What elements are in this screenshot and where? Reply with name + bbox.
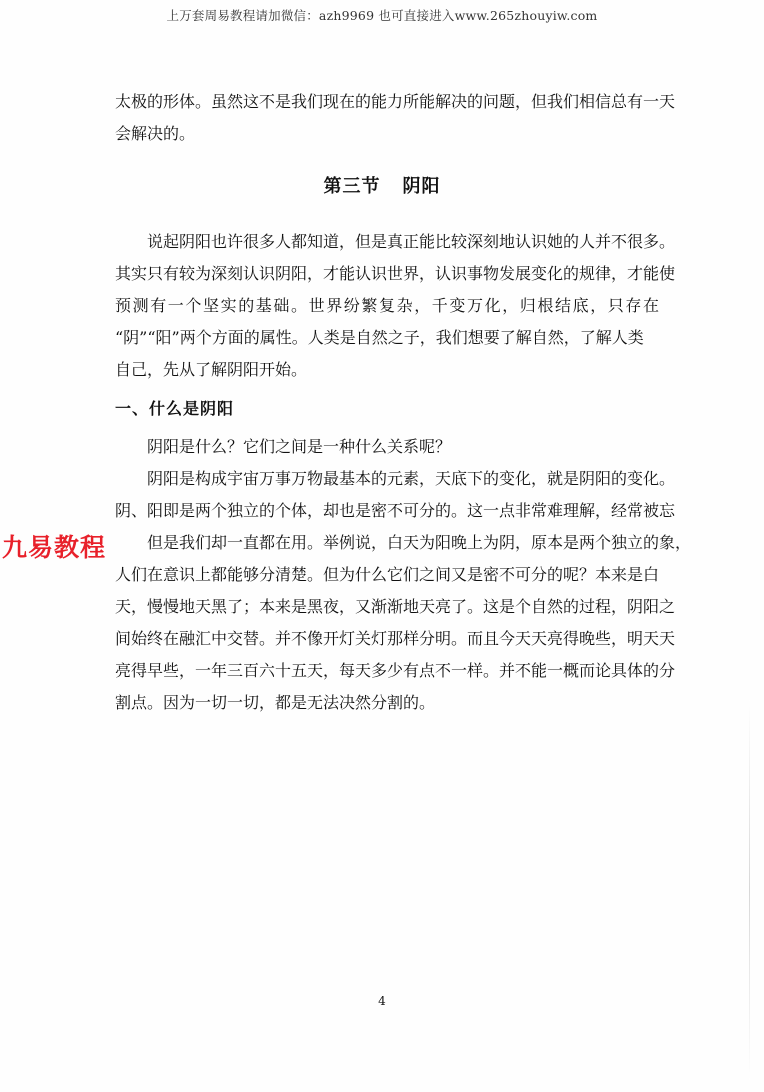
paragraph-definition [115, 463, 692, 719]
page-number: 4 [378, 994, 386, 1008]
paragraph-line: 亮得早些，一年三百六十五天，每天多少有点不一样。并不能一概而论具体的分 [115, 661, 676, 680]
paragraph-line: 太极的形体。虽然这不是我们现在的能力所能解决的问题，但我们相信总有一天 [115, 92, 676, 111]
watermark: 九易教程 [2, 533, 107, 562]
paragraph-line: 阴阳是构成宇宙万事万物最基本的元素，天底下的变化，就是阴阳的变化。 [147, 469, 676, 488]
paragraph-line: 人们在意识上都能够分清楚。但为什么它们之间又是密不可分的呢？本来是白 [115, 565, 660, 584]
paragraph-question [115, 431, 655, 463]
paragraph-line: 阴阳是什么？它们之间是一种什么关系呢？ [147, 437, 452, 456]
paragraph-line: 天，慢慢地天黑了；本来是黑夜，又渐渐地天亮了。这是个自然的过程，阴阳之 [115, 597, 676, 616]
paragraph-line: 说起阴阳也许很多人都知道，但是真正能比较深刻地认识她的人并不很多。 [147, 232, 676, 251]
section-number: 第三节 [323, 176, 381, 197]
paragraph-line: 预测有一个坚实的基础。世界纷繁复杂，千变万化，归根结底，只存在 [115, 296, 661, 315]
paragraph-line: 阴、阳即是两个独立的个体，却也是密不可分的。这一点非常难理解，经常被忘 [115, 501, 676, 520]
paragraph-line: 会解决的。 [115, 124, 196, 143]
scan-edge [749, 700, 750, 1080]
subheading: 一、什么是阴阳 [115, 399, 235, 418]
paragraph-line: 间始终在融汇中交替。并不像开灯关灯那样分明。而且今天天亮得晚些，明天天 [115, 629, 676, 648]
paragraph-line: 但是我们却一直都在用。举例说，白天为阳晚上为阴，原本是两个独立的象， [147, 533, 692, 552]
header-banner: 上万套周易教程请加微信：azh9969 也可直接进入www.265zhouyiw.com [166, 8, 598, 23]
paragraph-line: 自己，先从了解阴阳开始。 [115, 360, 308, 379]
section-name: 阴阳 [402, 176, 441, 197]
paragraph-line: “阴”“阳”两个方面的属性。人类是自然之子，我们想要了解自然，了解人类 [115, 328, 644, 347]
paragraph-line: 其实只有较为深刻认识阴阳，才能认识世界，认识事物发展变化的规律，才能使 [115, 264, 676, 283]
section-title [0, 172, 764, 198]
paragraph-intro-yinyang [115, 226, 676, 386]
intro-paragraph [115, 86, 676, 150]
paragraph-line: 割点。因为一切一切，都是无法决然分割的。 [115, 693, 436, 712]
